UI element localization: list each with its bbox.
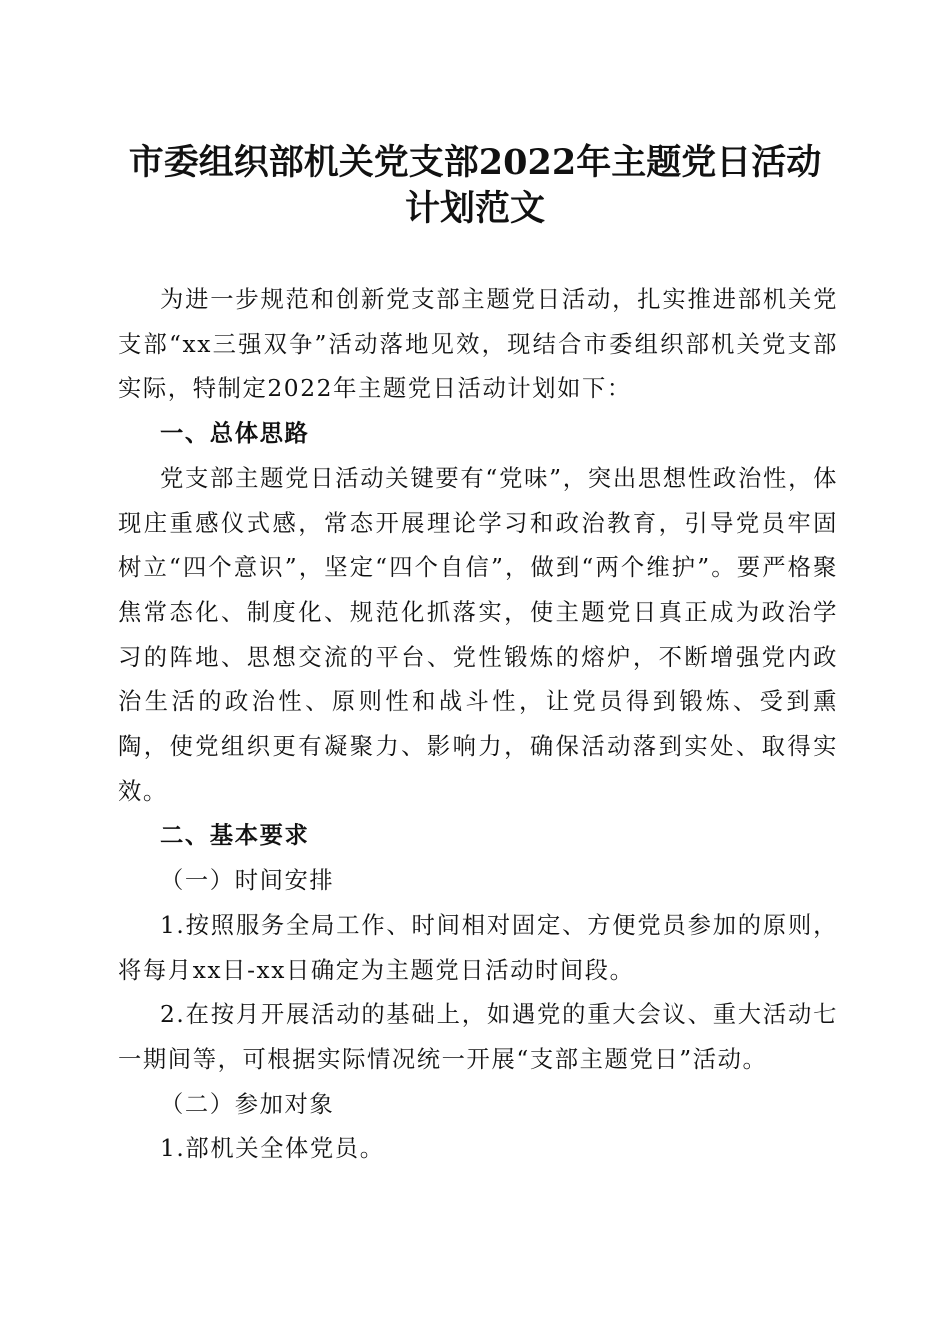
list-item: 1.部机关全体党员。 <box>160 1135 385 1163</box>
intro-paragraph: 为进一步规范和创新党支部主题党日活动，扎实推进部机关党支部“xx三强双争”活动落地见效，现结合市委组织部机关党支部实际，特制定2022年主题党日活动计划如下： <box>118 286 838 403</box>
list-item: 1.按照服务全局工作、时间相对固定、方便党员参加的原则，将每月xx日-xx日确定为主题党日活动时间段。 <box>118 911 838 984</box>
section-heading-2: 二、基本要求 <box>160 822 310 850</box>
document-title-line-2: 计划范文 <box>404 188 545 229</box>
subsection-heading-1: （一）时间安排 <box>160 867 335 895</box>
list-item: 2.在按月开展活动的基础上，如遇党的重大会议、重大活动七一期间等，可根据实际情况统一开展“支部主题党日”活动。 <box>118 1001 838 1073</box>
document-title-line-1: 市委组织部机关党支部2022年主题党日活动 <box>128 142 822 183</box>
subsection-heading-2: （二）参加对象 <box>160 1090 335 1118</box>
document-body <box>118 278 838 1172</box>
section-heading-1: 一、总体思路 <box>160 420 310 448</box>
section-1-paragraph: 党支部主题党日活动关键要有“党味”，突出思想性政治性，体现庄重感仪式感，常态开展理论学习和政治教育，引导党员牢固树立“四个意识”，坚定“四个自信”，做到“两个维护”。要严格聚焦常态化、制度化、规范化抓落实，使主题党日真正成为政治学习的阵地、思想交流的平台、党性锻炼的熔炉，不断增强党内政治生活的政治性、原则性和战斗性，让党员得到锻炼、受到熏陶，使党组织更有凝聚力、影响力，确保活动落到实处、取得实效。 <box>118 464 838 805</box>
